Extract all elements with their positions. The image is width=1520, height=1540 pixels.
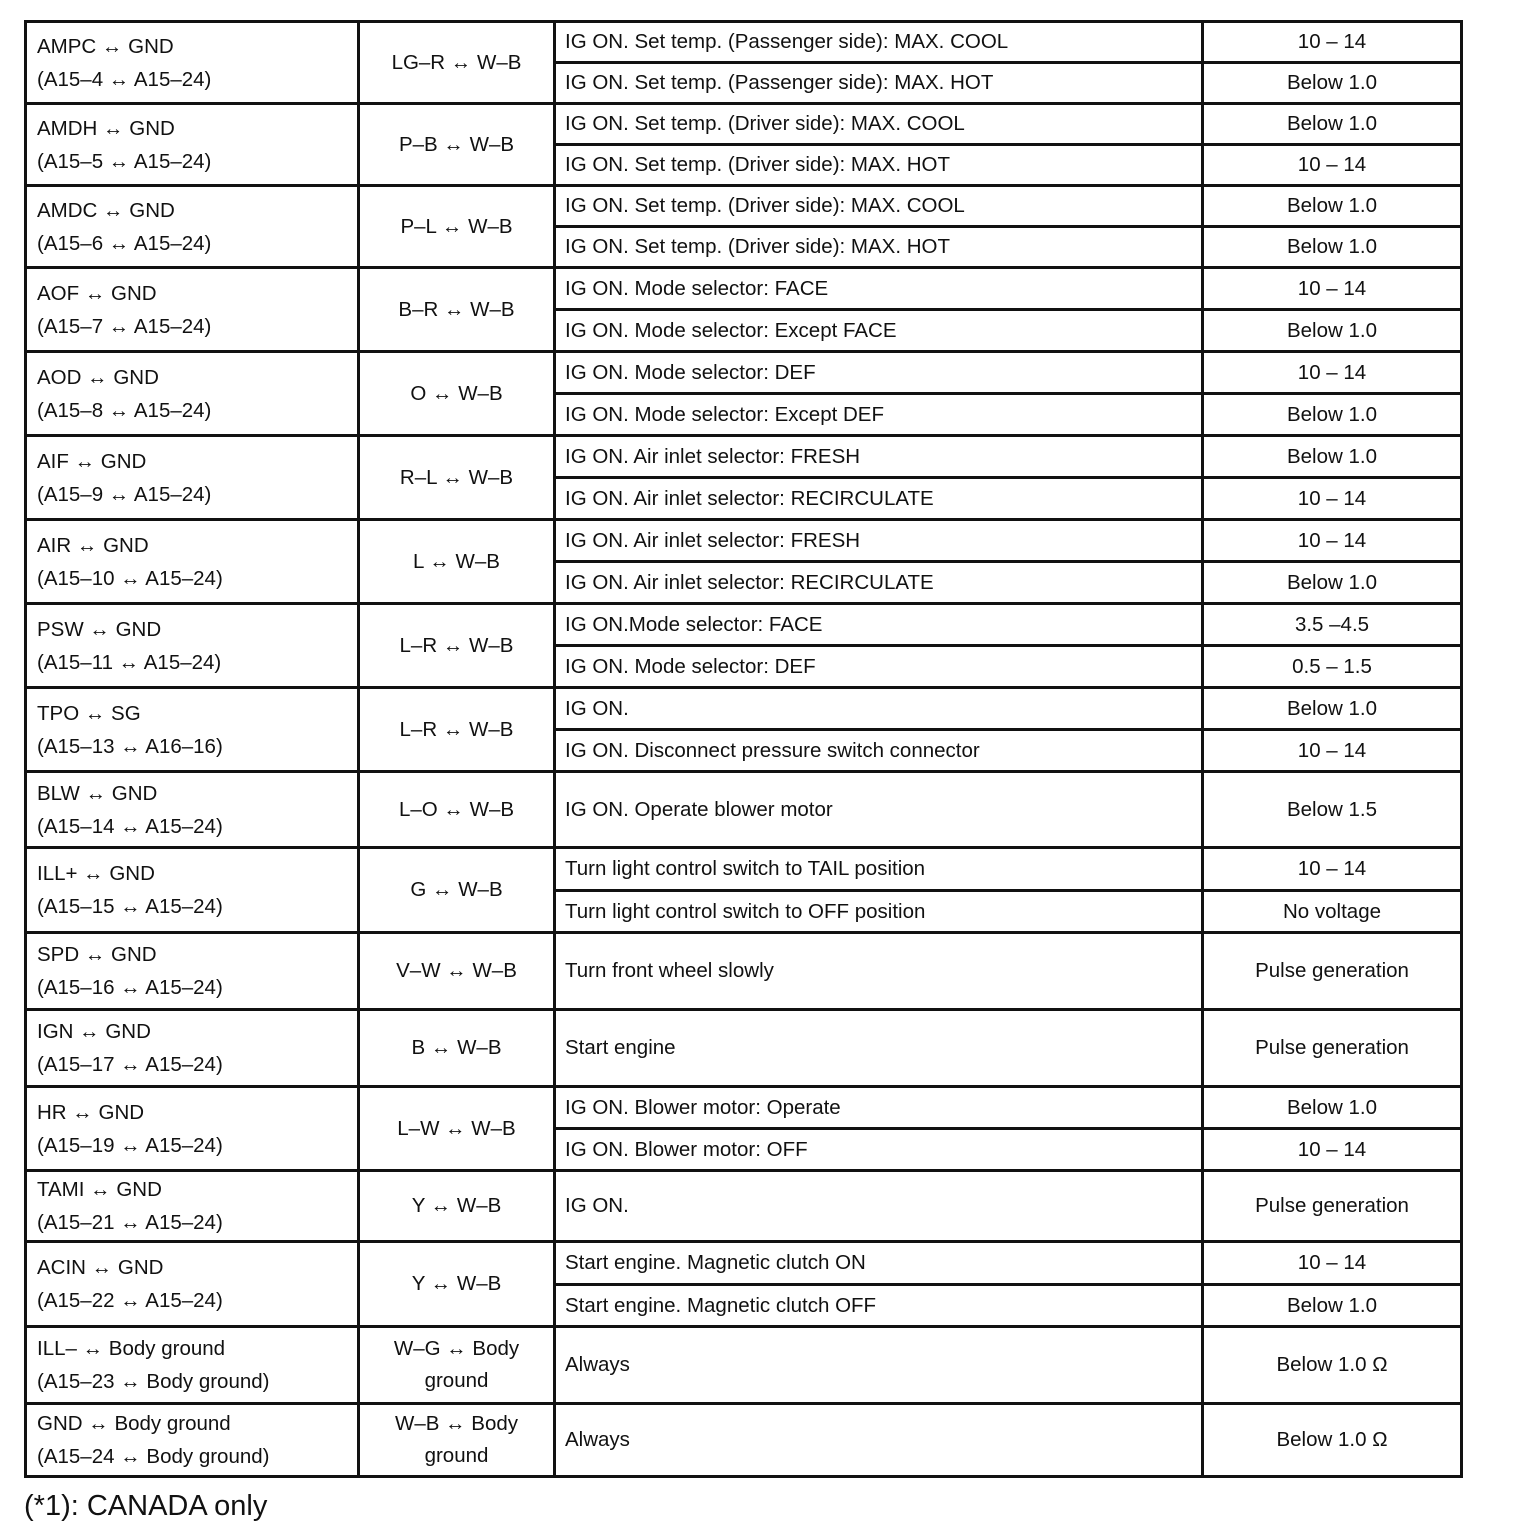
table-row [26,22,1462,63]
condition-cell: IG ON. Set temp. (Driver side): MAX. COOL [555,186,1203,227]
condition-cell: Start engine. Magnetic clutch OFF [555,1285,1203,1327]
condition-cell: IG ON. Mode selector: DEF [555,352,1203,394]
specified-condition-cell: Pulse generation [1203,1010,1462,1087]
wiring-color: R–L ↔ W–B [399,465,514,489]
specified-condition-cell: 10 – 14 [1203,268,1462,310]
terminal-name: ILL– ↔ Body ground [37,1337,226,1360]
terminal-pins: (A15–19 ↔ A15–24) [37,1133,223,1157]
condition-cell: IG ON. Set temp. (Driver side): MAX. HOT [555,145,1203,186]
specified-condition-cell: Below 1.0 [1203,1087,1462,1129]
specified-condition-cell: 10 – 14 [1203,1129,1462,1171]
table-row [26,268,1462,310]
terminal-pins: (A15–13 ↔ A16–16) [37,734,223,758]
wiring-color: B–R ↔ W–B [398,297,515,321]
table-row [26,1242,1462,1285]
wiring-color-line2: ground [424,1369,489,1392]
terminal-pins: (A15–15 ↔ A15–24) [37,895,223,918]
condition-cell: IG ON. Air inlet selector: RECIRCULATE [555,478,1203,520]
condition-cell: IG ON. Set temp. (Passenger side): MAX. COOL [555,22,1203,63]
terminal-name: GND ↔ Body ground [37,1412,231,1435]
terminal-cell [26,604,359,688]
terminal-cell [26,104,359,186]
table-row [26,1010,1462,1087]
wiring-color: B ↔ W–B [411,1036,502,1059]
wiring-color-cell [359,688,555,772]
condition-cell: Start engine. Magnetic clutch ON [555,1242,1203,1285]
condition-cell: IG ON. Operate blower motor [555,772,1203,848]
terminal-name: AOD ↔ GND [37,365,159,389]
terminal-cell [26,520,359,604]
terminal-cell [26,22,359,104]
terminal-name: BLW ↔ GND [37,781,158,805]
condition-cell: IG ON. Disconnect pressure switch connector [555,730,1203,772]
specified-condition-cell: Below 1.0 [1203,394,1462,436]
condition-cell: Turn front wheel slowly [555,933,1203,1010]
specified-condition-cell: 10 – 14 [1203,1242,1462,1285]
terminal-pins: (A15–14 ↔ A15–24) [37,814,223,838]
terminal-cell [26,1171,359,1242]
terminal-name: AMDC ↔ GND [37,198,175,222]
table-row [26,604,1462,646]
specified-condition-cell: Pulse generation [1203,933,1462,1010]
wiring-color: G ↔ W–B [410,878,503,901]
wiring-color-cell [359,1404,555,1477]
wiring-color: Y ↔ W–B [411,1272,502,1295]
wiring-color-cell [359,520,555,604]
table-row [26,520,1462,562]
condition-cell: IG ON. Set temp. (Passenger side): MAX. HOT [555,63,1203,104]
condition-cell: IG ON. Mode selector: Except DEF [555,394,1203,436]
wiring-color-cell [359,1171,555,1242]
terminal-pins: (A15–8 ↔ A15–24) [37,398,212,422]
table-row [26,352,1462,394]
terminal-name: AMPC ↔ GND [37,34,174,58]
condition-cell: Turn light control switch to OFF position [555,891,1203,933]
specified-condition-cell: Below 1.0 [1203,104,1462,145]
terminal-cell [26,436,359,520]
wiring-color: L–W ↔ W–B [397,1116,516,1140]
wiring-color-cell [359,352,555,436]
condition-cell: Start engine [555,1010,1203,1087]
wiring-color: O ↔ W–B [410,381,503,405]
specified-condition-cell: Below 1.0 Ω [1203,1404,1462,1477]
wiring-color-cell [359,1010,555,1087]
terminal-cell [26,772,359,848]
terminal-cell [26,1242,359,1327]
specified-condition-cell: Below 1.0 [1203,436,1462,478]
terminal-name: ILL+ ↔ GND [37,862,155,885]
wiring-color-cell [359,772,555,848]
wiring-color-cell [359,848,555,933]
wiring-color: V–W ↔ W–B [396,959,517,982]
table-row [26,1404,1462,1477]
wiring-color: L–R ↔ W–B [399,633,514,657]
specified-condition-cell: Below 1.0 [1203,227,1462,268]
wiring-color: LG–R ↔ W–B [391,50,522,74]
wiring-color-cell [359,1087,555,1171]
wiring-color-cell [359,604,555,688]
terminal-cell [26,186,359,268]
specified-condition-cell: Below 1.0 [1203,1285,1462,1327]
condition-cell: IG ON. Set temp. (Driver side): MAX. COOL [555,104,1203,145]
wiring-color-cell [359,104,555,186]
terminal-name: HR ↔ GND [37,1100,145,1124]
table-row [26,436,1462,478]
terminal-name: IGN ↔ GND [37,1020,151,1043]
specified-condition-cell: Below 1.0 [1203,63,1462,104]
table-row [26,848,1462,891]
terminal-pins: (A15–9 ↔ A15–24) [37,482,212,506]
wiring-color: P–L ↔ W–B [400,214,513,238]
condition-cell: Always [555,1404,1203,1477]
terminal-pins: (A15–7 ↔ A15–24) [37,314,212,338]
table-row [26,1171,1462,1242]
specified-condition-cell: Below 1.5 [1203,772,1462,848]
terminal-cell [26,1327,359,1404]
terminal-name: PSW ↔ GND [37,617,162,641]
terminal-pins: (A15–22 ↔ A15–24) [37,1289,223,1312]
condition-cell: IG ON.Mode selector: FACE [555,604,1203,646]
specified-condition-cell: 3.5 –4.5 [1203,604,1462,646]
specified-condition-cell: Below 1.0 [1203,310,1462,352]
wiring-color: L ↔ W–B [413,549,500,573]
condition-cell: IG ON. Mode selector: Except FACE [555,310,1203,352]
terminal-pins: (A15–21 ↔ A15–24) [37,1211,223,1234]
wiring-color-cell [359,933,555,1010]
terminal-cell [26,688,359,772]
wiring-color: Y ↔ W–B [411,1194,502,1217]
specified-condition-cell: 10 – 14 [1203,478,1462,520]
terminal-cell [26,1404,359,1477]
terminal-pins: (A15–17 ↔ A15–24) [37,1053,223,1076]
condition-cell: IG ON. [555,1171,1203,1242]
condition-cell: IG ON. Blower motor: OFF [555,1129,1203,1171]
terminal-pins: (A15–10 ↔ A15–24) [37,566,223,590]
table-body [26,22,1462,1477]
wiring-color: P–B ↔ W–B [398,132,515,156]
terminal-check-table [24,20,1463,1478]
condition-cell: IG ON. Set temp. (Driver side): MAX. HOT [555,227,1203,268]
terminal-name: TAMI ↔ GND [37,1178,162,1201]
table-row [26,688,1462,730]
table-row [26,1327,1462,1404]
terminal-cell [26,848,359,933]
condition-cell: Always [555,1327,1203,1404]
condition-cell: IG ON. Mode selector: FACE [555,268,1203,310]
table-row [26,772,1462,848]
wiring-color-cell [359,22,555,104]
terminal-pins: (A15–4 ↔ A15–24) [37,67,212,91]
terminal-cell [26,933,359,1010]
wiring-color-cell [359,1242,555,1327]
specified-condition-cell: Below 1.0 [1203,562,1462,604]
specified-condition-cell: 10 – 14 [1203,520,1462,562]
terminal-name: TPO ↔ SG [37,701,141,725]
condition-cell: IG ON. Blower motor: Operate [555,1087,1203,1129]
terminal-name: AIF ↔ GND [37,449,147,473]
terminal-pins: (A15–16 ↔ A15–24) [37,976,223,999]
terminal-pins: (A15–5 ↔ A15–24) [37,149,212,173]
condition-cell: IG ON. Air inlet selector: FRESH [555,436,1203,478]
terminal-name: SPD ↔ GND [37,943,157,966]
terminal-pins: (A15–6 ↔ A15–24) [37,231,212,255]
specified-condition-cell: 10 – 14 [1203,352,1462,394]
terminal-cell [26,1010,359,1087]
wiring-color: W–B ↔ Body [394,1412,519,1435]
wiring-color: L–O ↔ W–B [398,797,515,821]
specified-condition-cell: Pulse generation [1203,1171,1462,1242]
specified-condition-cell: Below 1.0 [1203,688,1462,730]
table-row [26,186,1462,227]
specified-condition-cell: 0.5 – 1.5 [1203,646,1462,688]
wiring-color-cell [359,186,555,268]
table-row [26,1087,1462,1129]
specified-condition-cell: 10 – 14 [1203,730,1462,772]
wiring-color-cell [359,268,555,352]
specified-condition-cell: Below 1.0 [1203,186,1462,227]
footnote: (*1): CANADA only [24,1490,268,1522]
table-row [26,933,1462,1010]
condition-cell: Turn light control switch to TAIL position [555,848,1203,891]
wiring-color: W–G ↔ Body [393,1337,520,1360]
condition-cell: IG ON. Air inlet selector: FRESH [555,520,1203,562]
terminal-name: AOF ↔ GND [37,281,157,305]
condition-cell: IG ON. Air inlet selector: RECIRCULATE [555,562,1203,604]
specified-condition-cell: 10 – 14 [1203,848,1462,891]
specified-condition-cell: 10 – 14 [1203,145,1462,186]
table-row [26,104,1462,145]
wiring-color-cell [359,1327,555,1404]
specified-condition-cell: 10 – 14 [1203,22,1462,63]
terminal-name: ACIN ↔ GND [37,1256,164,1279]
condition-cell: IG ON. [555,688,1203,730]
specified-condition-cell: No voltage [1203,891,1462,933]
wiring-color-line2: ground [424,1444,489,1467]
condition-cell: IG ON. Mode selector: DEF [555,646,1203,688]
terminal-pins: (A15–23 ↔ Body ground) [37,1370,270,1393]
wiring-color-cell [359,436,555,520]
terminal-name: AMDH ↔ GND [37,116,175,140]
terminal-cell [26,352,359,436]
terminal-cell [26,268,359,352]
terminal-pins: (A15–11 ↔ A15–24) [37,650,222,674]
specified-condition-cell: Below 1.0 Ω [1203,1327,1462,1404]
terminal-name: AIR ↔ GND [37,533,149,557]
wiring-color: L–R ↔ W–B [399,717,514,741]
terminal-cell [26,1087,359,1171]
terminal-pins: (A15–24 ↔ Body ground) [37,1445,270,1468]
